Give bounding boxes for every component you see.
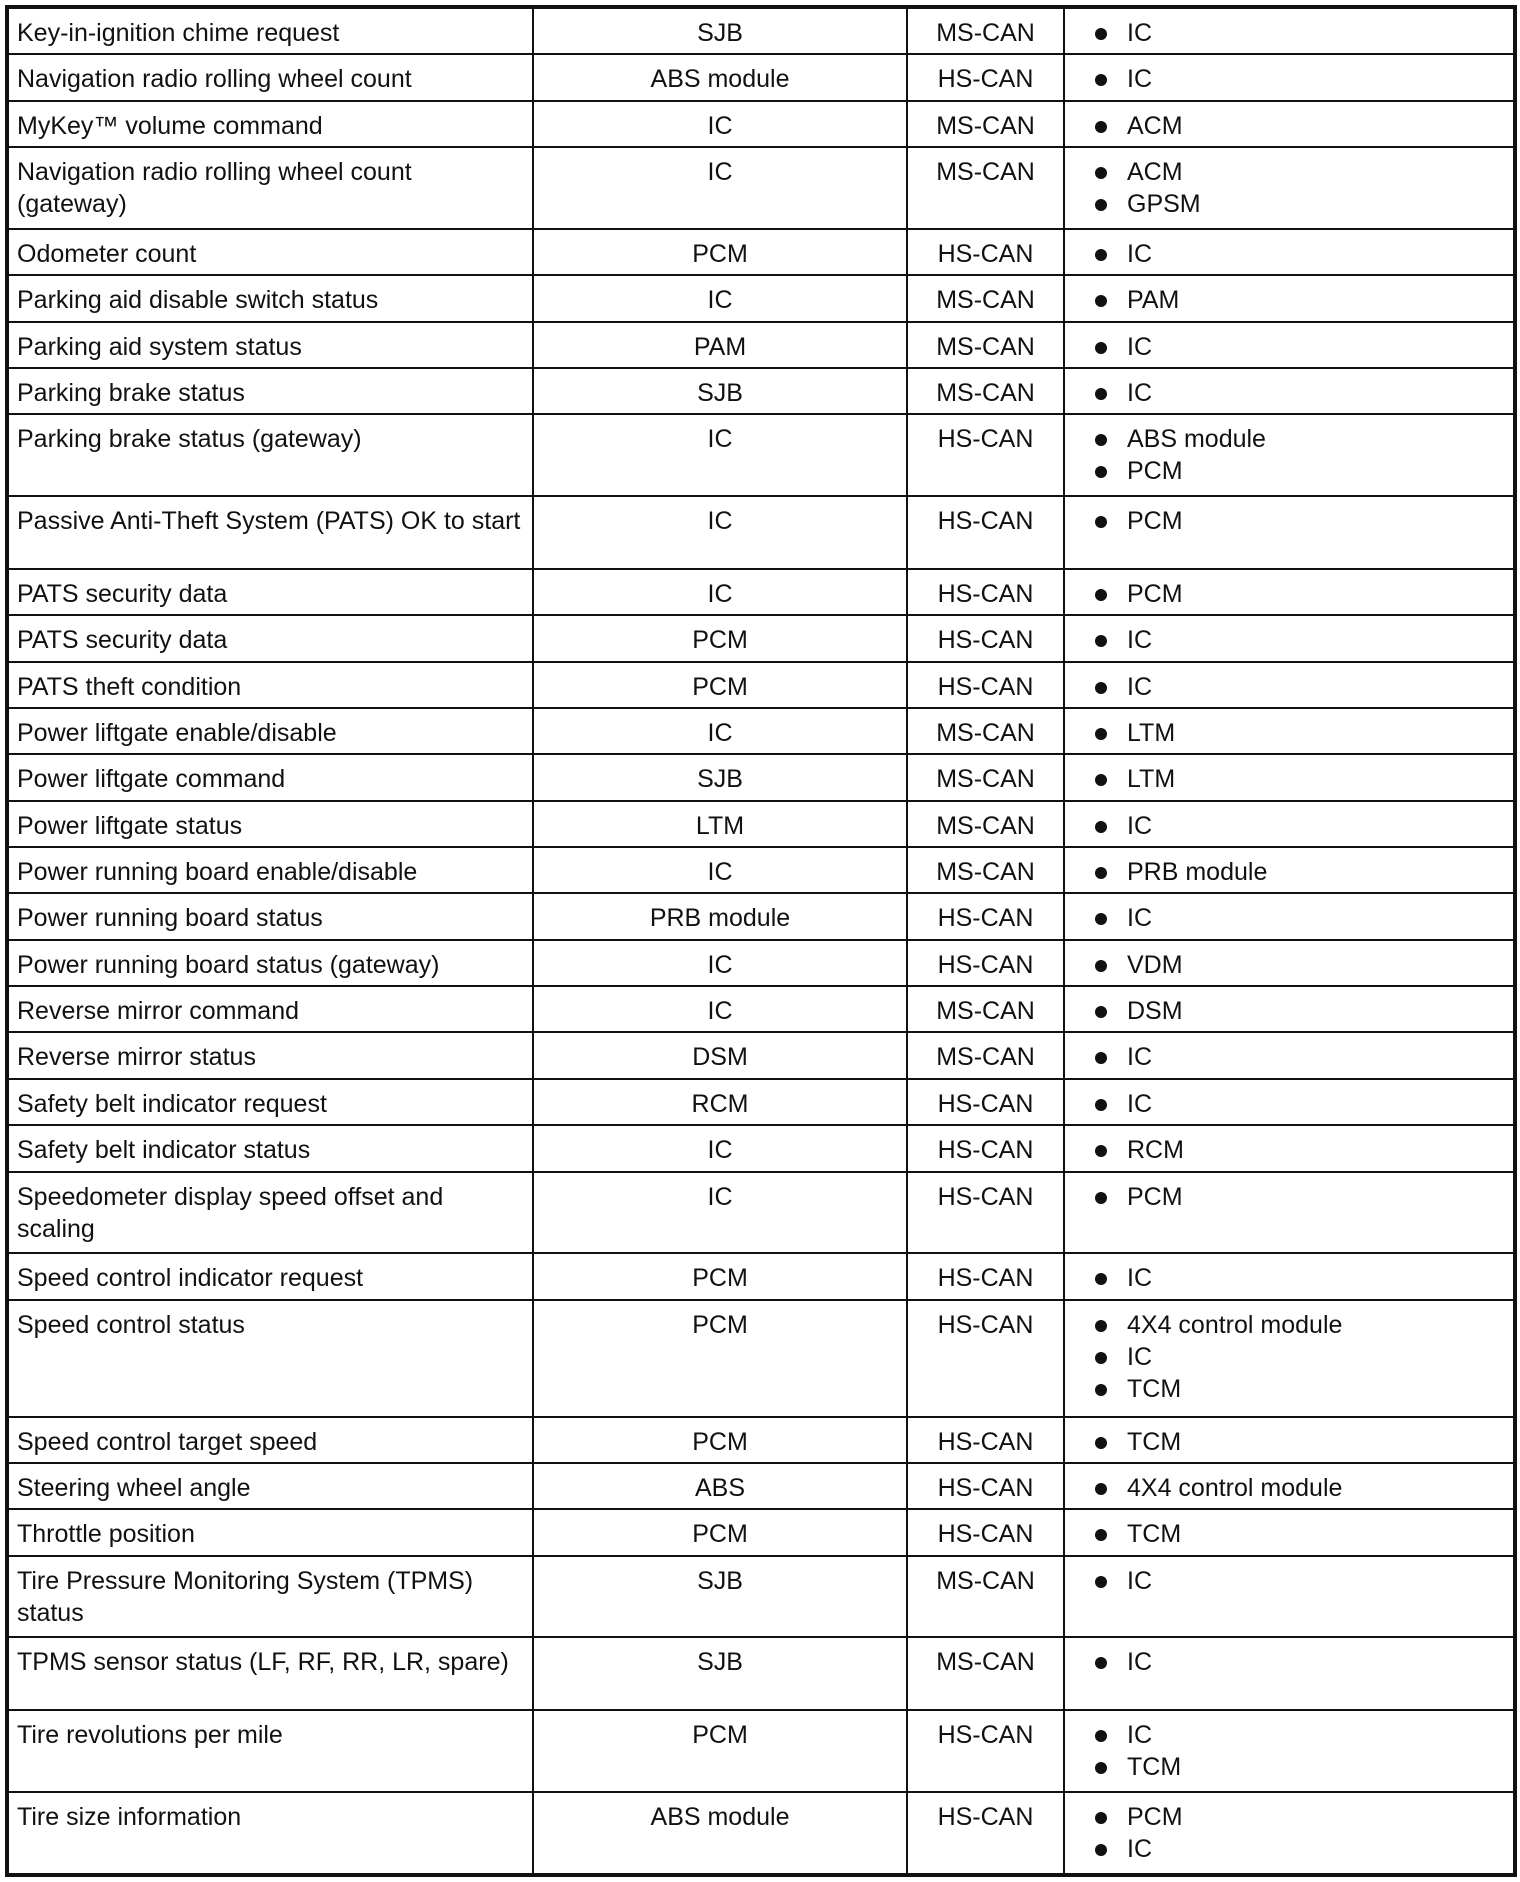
network-cell: HS-CAN	[907, 54, 1064, 100]
receiver-item: IC	[1095, 1646, 1505, 1678]
originator-cell: SJB	[533, 1556, 907, 1638]
table-row	[7, 847, 1515, 893]
table-row	[7, 229, 1515, 275]
originator-cell: PCM	[533, 1509, 907, 1555]
receiver-item: PCM	[1095, 1181, 1505, 1213]
table-row	[7, 893, 1515, 939]
receiver-list	[1073, 1472, 1505, 1504]
receivers-cell	[1064, 1032, 1515, 1078]
table-row	[7, 1172, 1515, 1254]
network-cell: MS-CAN	[907, 754, 1064, 800]
message-cell: Passive Anti-Theft System (PATS) OK to start	[7, 496, 533, 569]
originator-cell: LTM	[533, 801, 907, 847]
network-cell: HS-CAN	[907, 1172, 1064, 1254]
message-cell: Speedometer display speed offset and scaling	[7, 1172, 533, 1254]
message-cell: Power liftgate status	[7, 801, 533, 847]
receivers-cell	[1064, 662, 1515, 708]
receivers-cell	[1064, 1172, 1515, 1254]
network-cell: MS-CAN	[907, 147, 1064, 229]
network-cell: HS-CAN	[907, 1792, 1064, 1875]
message-cell: Parking brake status	[7, 368, 533, 414]
receiver-list	[1073, 1309, 1505, 1405]
message-cell: MyKey™ volume command	[7, 101, 533, 147]
originator-cell: IC	[533, 569, 907, 615]
message-cell: Safety belt indicator status	[7, 1125, 533, 1171]
receiver-item: IC	[1095, 902, 1505, 934]
message-cell: Reverse mirror command	[7, 986, 533, 1032]
receiver-item: VDM	[1095, 949, 1505, 981]
receiver-item: 4X4 control module	[1095, 1309, 1505, 1341]
network-cell: MS-CAN	[907, 986, 1064, 1032]
table-row	[7, 1032, 1515, 1078]
receiver-item: IC	[1095, 1565, 1505, 1597]
receiver-list	[1073, 810, 1505, 842]
table-row	[7, 1300, 1515, 1417]
receiver-list	[1073, 284, 1505, 316]
network-cell: HS-CAN	[907, 1079, 1064, 1125]
receivers-cell	[1064, 615, 1515, 661]
table-row	[7, 368, 1515, 414]
network-message-table	[5, 5, 1517, 1877]
network-cell: HS-CAN	[907, 940, 1064, 986]
receiver-list	[1073, 1181, 1505, 1213]
message-cell: Power running board status (gateway)	[7, 940, 533, 986]
receivers-cell	[1064, 847, 1515, 893]
receiver-list	[1073, 624, 1505, 656]
receiver-item: ACM	[1095, 156, 1505, 188]
originator-cell: PRB module	[533, 893, 907, 939]
network-cell: MS-CAN	[907, 322, 1064, 368]
message-cell: Parking brake status (gateway)	[7, 414, 533, 496]
receiver-item: IC	[1095, 1088, 1505, 1120]
originator-cell: RCM	[533, 1079, 907, 1125]
message-cell: Steering wheel angle	[7, 1463, 533, 1509]
message-cell: Navigation radio rolling wheel count	[7, 54, 533, 100]
table-row	[7, 569, 1515, 615]
originator-cell: PAM	[533, 322, 907, 368]
table-row	[7, 1710, 1515, 1792]
receivers-cell	[1064, 54, 1515, 100]
table-row	[7, 754, 1515, 800]
receiver-item: PAM	[1095, 284, 1505, 316]
message-cell: Power liftgate enable/disable	[7, 708, 533, 754]
network-cell: HS-CAN	[907, 1253, 1064, 1299]
receivers-cell	[1064, 1556, 1515, 1638]
receiver-item: PRB module	[1095, 856, 1505, 888]
message-cell: Tire Pressure Monitoring System (TPMS) status	[7, 1556, 533, 1638]
receivers-cell	[1064, 708, 1515, 754]
receiver-list	[1073, 949, 1505, 981]
receiver-item: IC	[1095, 1719, 1505, 1751]
receiver-item: 4X4 control module	[1095, 1472, 1505, 1504]
network-cell: MS-CAN	[907, 847, 1064, 893]
originator-cell: IC	[533, 275, 907, 321]
message-cell: Throttle position	[7, 1509, 533, 1555]
receivers-cell	[1064, 569, 1515, 615]
table-row	[7, 414, 1515, 496]
receiver-item: IC	[1095, 1041, 1505, 1073]
receiver-list	[1073, 717, 1505, 749]
table-row	[7, 1556, 1515, 1638]
receiver-list	[1073, 763, 1505, 795]
originator-cell: SJB	[533, 7, 907, 54]
receiver-list	[1073, 1646, 1505, 1678]
receivers-cell	[1064, 1417, 1515, 1463]
receivers-cell	[1064, 275, 1515, 321]
network-cell: MS-CAN	[907, 7, 1064, 54]
network-cell: HS-CAN	[907, 893, 1064, 939]
receiver-item: ABS module	[1095, 423, 1505, 455]
receiver-list	[1073, 63, 1505, 95]
receivers-cell	[1064, 1637, 1515, 1710]
receiver-list	[1073, 1426, 1505, 1458]
originator-cell: PCM	[533, 1710, 907, 1792]
originator-cell: IC	[533, 414, 907, 496]
originator-cell: ABS	[533, 1463, 907, 1509]
table-row	[7, 940, 1515, 986]
message-cell: PATS security data	[7, 615, 533, 661]
network-message-table-page	[5, 5, 1513, 1877]
receivers-cell	[1064, 893, 1515, 939]
receivers-cell	[1064, 414, 1515, 496]
receiver-list	[1073, 671, 1505, 703]
message-cell: Reverse mirror status	[7, 1032, 533, 1078]
table-row	[7, 1125, 1515, 1171]
receiver-item: TCM	[1095, 1518, 1505, 1550]
receiver-item: TCM	[1095, 1426, 1505, 1458]
receivers-cell	[1064, 1509, 1515, 1555]
table-row	[7, 708, 1515, 754]
receiver-item: TCM	[1095, 1373, 1505, 1405]
table-row	[7, 662, 1515, 708]
table-body	[7, 7, 1515, 1875]
message-cell: PATS security data	[7, 569, 533, 615]
network-cell: HS-CAN	[907, 1125, 1064, 1171]
receiver-item: IC	[1095, 1262, 1505, 1294]
network-cell: HS-CAN	[907, 569, 1064, 615]
receivers-cell	[1064, 940, 1515, 986]
message-cell: Power running board enable/disable	[7, 847, 533, 893]
receiver-item: RCM	[1095, 1134, 1505, 1166]
receivers-cell	[1064, 1792, 1515, 1875]
receiver-item: IC	[1095, 624, 1505, 656]
message-cell: PATS theft condition	[7, 662, 533, 708]
receiver-list	[1073, 1801, 1505, 1865]
message-cell: Safety belt indicator request	[7, 1079, 533, 1125]
table-row	[7, 1637, 1515, 1710]
message-cell: TPMS sensor status (LF, RF, RR, LR, spare)	[7, 1637, 533, 1710]
originator-cell: PCM	[533, 1253, 907, 1299]
originator-cell: ABS module	[533, 1792, 907, 1875]
receiver-item: IC	[1095, 377, 1505, 409]
table-row	[7, 1079, 1515, 1125]
originator-cell: SJB	[533, 1637, 907, 1710]
receivers-cell	[1064, 101, 1515, 147]
network-cell: HS-CAN	[907, 1417, 1064, 1463]
table-row	[7, 147, 1515, 229]
network-cell: MS-CAN	[907, 1032, 1064, 1078]
receivers-cell	[1064, 1253, 1515, 1299]
receiver-item: PCM	[1095, 455, 1505, 487]
receivers-cell	[1064, 1463, 1515, 1509]
receivers-cell	[1064, 754, 1515, 800]
receiver-list	[1073, 1134, 1505, 1166]
receiver-list	[1073, 995, 1505, 1027]
network-cell: HS-CAN	[907, 615, 1064, 661]
receivers-cell	[1064, 1300, 1515, 1417]
receiver-item: ACM	[1095, 110, 1505, 142]
network-cell: HS-CAN	[907, 496, 1064, 569]
receiver-list	[1073, 1088, 1505, 1120]
receiver-item: IC	[1095, 810, 1505, 842]
originator-cell: SJB	[533, 368, 907, 414]
message-cell: Odometer count	[7, 229, 533, 275]
table-row	[7, 322, 1515, 368]
originator-cell: PCM	[533, 1300, 907, 1417]
receiver-item: TCM	[1095, 1751, 1505, 1783]
receivers-cell	[1064, 322, 1515, 368]
originator-cell: IC	[533, 496, 907, 569]
receivers-cell	[1064, 986, 1515, 1032]
receiver-item: PCM	[1095, 505, 1505, 537]
table-row	[7, 1463, 1515, 1509]
message-cell: Key-in-ignition chime request	[7, 7, 533, 54]
receiver-item: IC	[1095, 671, 1505, 703]
network-cell: HS-CAN	[907, 229, 1064, 275]
receivers-cell	[1064, 229, 1515, 275]
receiver-list	[1073, 238, 1505, 270]
receivers-cell	[1064, 368, 1515, 414]
network-cell: HS-CAN	[907, 414, 1064, 496]
receiver-list	[1073, 423, 1505, 487]
receivers-cell	[1064, 496, 1515, 569]
originator-cell: IC	[533, 940, 907, 986]
table-row	[7, 801, 1515, 847]
receiver-list	[1073, 902, 1505, 934]
table-row	[7, 986, 1515, 1032]
table-row	[7, 1417, 1515, 1463]
receiver-item: IC	[1095, 1341, 1505, 1373]
originator-cell: PCM	[533, 229, 907, 275]
receiver-item: LTM	[1095, 763, 1505, 795]
originator-cell: SJB	[533, 754, 907, 800]
receiver-list	[1073, 856, 1505, 888]
table-row	[7, 615, 1515, 661]
receiver-item: IC	[1095, 63, 1505, 95]
originator-cell: PCM	[533, 662, 907, 708]
receiver-item: LTM	[1095, 717, 1505, 749]
receiver-list	[1073, 110, 1505, 142]
receiver-item: IC	[1095, 238, 1505, 270]
receiver-list	[1073, 377, 1505, 409]
receiver-list	[1073, 578, 1505, 610]
originator-cell: DSM	[533, 1032, 907, 1078]
originator-cell: IC	[533, 101, 907, 147]
network-cell: MS-CAN	[907, 275, 1064, 321]
originator-cell: PCM	[533, 1417, 907, 1463]
receiver-item: IC	[1095, 331, 1505, 363]
message-cell: Power running board status	[7, 893, 533, 939]
table-row	[7, 101, 1515, 147]
table-row	[7, 1253, 1515, 1299]
receiver-item: IC	[1095, 17, 1505, 49]
originator-cell: ABS module	[533, 54, 907, 100]
receivers-cell	[1064, 147, 1515, 229]
network-cell: MS-CAN	[907, 1637, 1064, 1710]
message-cell: Speed control indicator request	[7, 1253, 533, 1299]
message-cell: Parking aid system status	[7, 322, 533, 368]
message-cell: Tire revolutions per mile	[7, 1710, 533, 1792]
receiver-list	[1073, 331, 1505, 363]
table-row	[7, 7, 1515, 54]
network-cell: HS-CAN	[907, 1463, 1064, 1509]
network-cell: HS-CAN	[907, 1710, 1064, 1792]
message-cell: Navigation radio rolling wheel count (gateway)	[7, 147, 533, 229]
network-cell: HS-CAN	[907, 1509, 1064, 1555]
receivers-cell	[1064, 7, 1515, 54]
receiver-item: PCM	[1095, 1801, 1505, 1833]
table-row	[7, 1792, 1515, 1875]
originator-cell: IC	[533, 847, 907, 893]
receiver-list	[1073, 505, 1505, 537]
receiver-item: PCM	[1095, 578, 1505, 610]
receiver-item: DSM	[1095, 995, 1505, 1027]
originator-cell: PCM	[533, 615, 907, 661]
network-cell: MS-CAN	[907, 708, 1064, 754]
message-cell: Power liftgate command	[7, 754, 533, 800]
message-cell: Tire size information	[7, 1792, 533, 1875]
network-cell: HS-CAN	[907, 662, 1064, 708]
message-cell: Speed control status	[7, 1300, 533, 1417]
network-cell: MS-CAN	[907, 101, 1064, 147]
message-cell: Parking aid disable switch status	[7, 275, 533, 321]
originator-cell: IC	[533, 986, 907, 1032]
originator-cell: IC	[533, 708, 907, 754]
originator-cell: IC	[533, 1125, 907, 1171]
receiver-list	[1073, 1518, 1505, 1550]
receiver-list	[1073, 1719, 1505, 1783]
receiver-item: IC	[1095, 1833, 1505, 1865]
receiver-list	[1073, 1041, 1505, 1073]
receivers-cell	[1064, 1125, 1515, 1171]
receivers-cell	[1064, 801, 1515, 847]
message-cell: Speed control target speed	[7, 1417, 533, 1463]
network-cell: MS-CAN	[907, 801, 1064, 847]
table-row	[7, 1509, 1515, 1555]
table-row	[7, 496, 1515, 569]
receiver-list	[1073, 156, 1505, 220]
table-row	[7, 54, 1515, 100]
originator-cell: IC	[533, 147, 907, 229]
receivers-cell	[1064, 1079, 1515, 1125]
receiver-list	[1073, 1565, 1505, 1597]
receiver-list	[1073, 1262, 1505, 1294]
table-row	[7, 275, 1515, 321]
network-cell: MS-CAN	[907, 368, 1064, 414]
receiver-list	[1073, 17, 1505, 49]
network-cell: HS-CAN	[907, 1300, 1064, 1417]
originator-cell: IC	[533, 1172, 907, 1254]
receiver-item: GPSM	[1095, 188, 1505, 220]
receivers-cell	[1064, 1710, 1515, 1792]
network-cell: MS-CAN	[907, 1556, 1064, 1638]
